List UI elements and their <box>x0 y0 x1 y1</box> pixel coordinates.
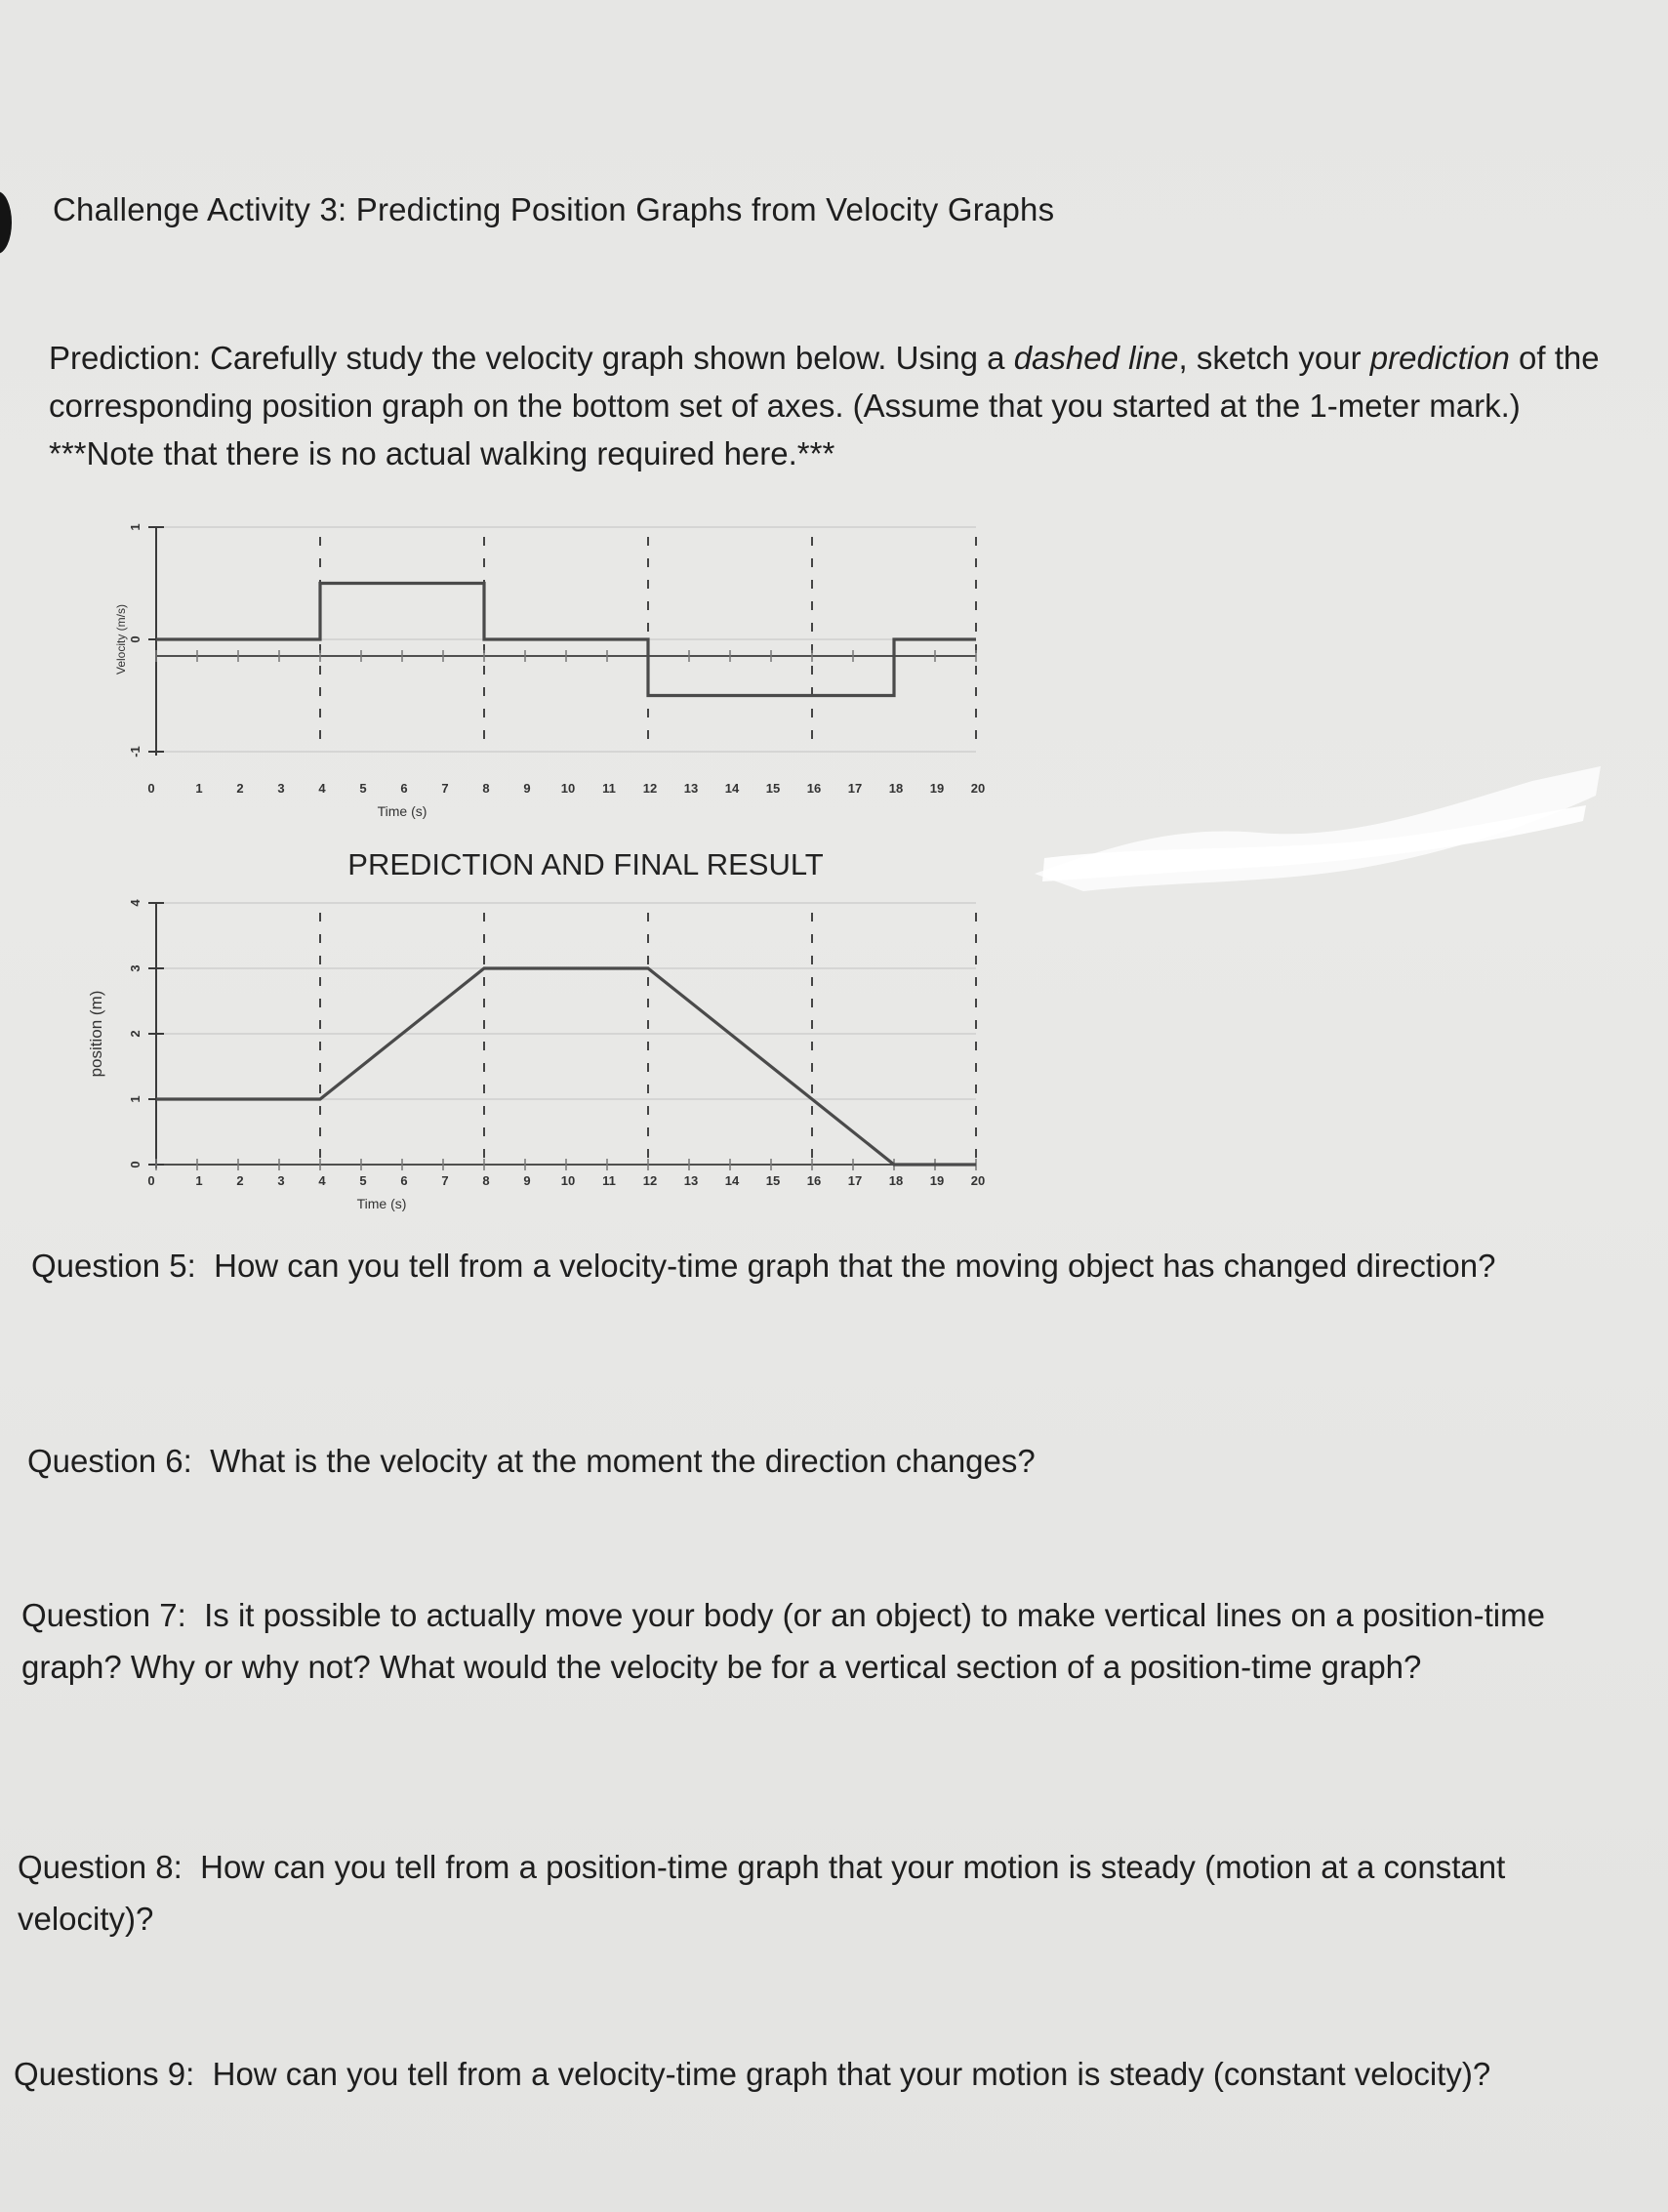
x-tick-label-20: 20 <box>970 781 986 796</box>
y-tick-label-2: 1 <box>128 523 142 531</box>
y-tick-label-0: 0 <box>128 1161 142 1168</box>
x-tick-label-3: 3 <box>277 781 285 796</box>
x-tick-label-6: 6 <box>400 1173 408 1188</box>
y-tick-label-3: 3 <box>128 964 142 972</box>
x-tick-label-4: 4 <box>318 1173 326 1188</box>
x-tick-label-13: 13 <box>683 1173 699 1188</box>
x-tick-label-9: 9 <box>523 781 531 796</box>
y-tick-label-4: 4 <box>128 899 142 907</box>
y-tick-label-0: -1 <box>128 746 142 758</box>
x-tick-label-18: 18 <box>888 781 904 796</box>
x-tick-label-0: 0 <box>147 1173 155 1188</box>
series-line-0 <box>156 968 976 1165</box>
x-tick-label-19: 19 <box>929 781 945 796</box>
question-8 <box>18 1841 1618 1945</box>
x-tick-label-16: 16 <box>806 1173 822 1188</box>
x-tick-label-19: 19 <box>929 1173 945 1188</box>
prediction-text-1: Prediction: Carefully study the velocity graph shown below. Using a <box>49 340 1014 376</box>
question-9 <box>14 2048 1614 2100</box>
question-8-text: How can you tell from a position-time graph that your motion is steady (motion at a constant velocity)? <box>18 1849 1506 1937</box>
x-tick-label-5: 5 <box>359 781 367 796</box>
page-title: Challenge Activity 3: Predicting Position Graphs from Velocity Graphs <box>53 191 1055 227</box>
y-tick-label-2: 2 <box>128 1030 142 1038</box>
x-tick-label-4: 4 <box>318 781 326 796</box>
x-tick-label-1: 1 <box>195 1173 203 1188</box>
question-6 <box>27 1435 1628 1487</box>
x-tick-label-17: 17 <box>847 781 863 796</box>
question-7-label: Question 7: <box>21 1597 186 1633</box>
question-8-label: Question 8: <box>18 1849 183 1885</box>
x-tick-label-12: 12 <box>642 781 658 796</box>
x-tick-label-11: 11 <box>602 781 616 796</box>
prediction-emphasis-prediction: prediction <box>1369 340 1510 376</box>
x-axis-title: Time (s) <box>356 1196 407 1211</box>
question-6-label: Question 6: <box>27 1443 192 1479</box>
white-out-smudge <box>1025 757 1610 903</box>
page-edge-shadow <box>0 191 12 254</box>
chart-title: PREDICTION AND FINAL RESULT <box>347 847 824 881</box>
question-5 <box>31 1240 1632 1291</box>
question-7 <box>21 1589 1622 1693</box>
x-tick-label-2: 2 <box>236 781 244 796</box>
question-5-label: Question 5: <box>31 1248 196 1284</box>
question-9-label: Questions 9: <box>14 2056 195 2092</box>
x-tick-label-12: 12 <box>642 1173 658 1188</box>
prediction-instructions <box>49 334 1610 477</box>
x-tick-label-16: 16 <box>806 781 822 796</box>
x-tick-label-7: 7 <box>441 781 449 796</box>
x-tick-label-7: 7 <box>441 1173 449 1188</box>
question-9-text: How can you tell from a velocity-time graph that your motion is steady (constant velocity)? <box>212 2056 1491 2092</box>
prediction-emphasis-dashed: dashed line <box>1013 340 1179 376</box>
x-tick-label-0: 0 <box>147 781 155 796</box>
y-axis-title: Velocity (m/s) <box>114 603 128 676</box>
x-tick-label-8: 8 <box>482 1173 490 1188</box>
x-tick-label-8: 8 <box>482 781 490 796</box>
position-time-graph <box>78 840 1015 1230</box>
y-axis-title: position (m) <box>87 990 105 1078</box>
x-tick-label-2: 2 <box>236 1173 244 1188</box>
question-5-text: How can you tell from a velocity-time graph that the moving object has changed direction? <box>214 1248 1496 1284</box>
x-tick-label-10: 10 <box>560 781 576 796</box>
x-tick-label-18: 18 <box>888 1173 904 1188</box>
x-tick-label-10: 10 <box>560 1173 576 1188</box>
x-tick-label-15: 15 <box>765 781 781 796</box>
x-axis-title: Time (s) <box>377 803 427 819</box>
x-tick-label-6: 6 <box>400 781 408 796</box>
x-tick-label-1: 1 <box>195 781 203 796</box>
x-tick-label-13: 13 <box>683 781 699 796</box>
x-tick-label-15: 15 <box>765 1173 781 1188</box>
velocity-time-graph <box>78 508 1015 820</box>
x-tick-label-14: 14 <box>724 781 740 796</box>
x-tick-label-17: 17 <box>847 1173 863 1188</box>
question-6-text: What is the velocity at the moment the direction changes? <box>210 1443 1036 1479</box>
x-tick-label-14: 14 <box>724 1173 740 1188</box>
x-tick-label-5: 5 <box>359 1173 367 1188</box>
y-tick-label-1: 1 <box>128 1095 142 1103</box>
y-tick-label-1: 0 <box>128 635 142 643</box>
question-7-text: Is it possible to actually move your body (or an object) to make vertical lines on a position-time graph? Why or why not? What would the velocity be for a vertical section of a position-time graph? <box>21 1597 1545 1685</box>
prediction-text-2: , sketch your <box>1178 340 1370 376</box>
x-tick-label-20: 20 <box>970 1173 986 1188</box>
x-tick-label-3: 3 <box>277 1173 285 1188</box>
prediction-text-3: of the corresponding position graph on the bottom set of axes. (Assume that you started at the 1-meter mark.) ***Note that there is no actual walking required here.*** <box>49 340 1600 471</box>
x-tick-label-11: 11 <box>602 1173 616 1188</box>
x-tick-label-9: 9 <box>523 1173 531 1188</box>
